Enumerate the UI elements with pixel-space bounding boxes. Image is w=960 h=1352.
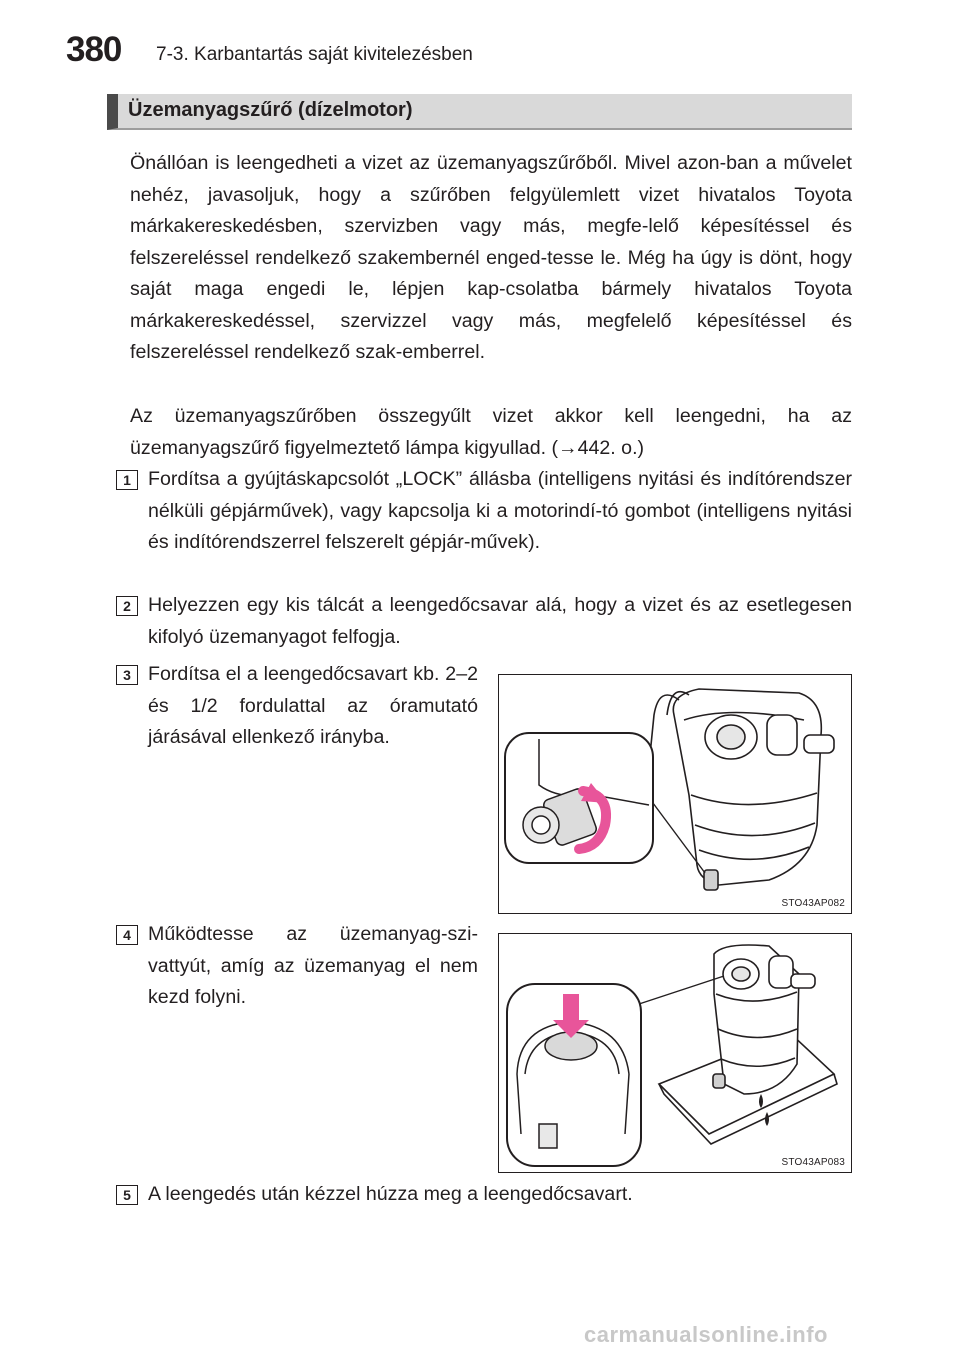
figure-drain-plug	[498, 674, 852, 914]
drain-plug-rotate-illustration-icon	[499, 675, 852, 914]
section-title: Üzemanyagszűrő (dízelmotor)	[128, 99, 413, 121]
step-2-number: 2	[116, 596, 138, 616]
fuel-pump-press-illustration-icon	[499, 934, 852, 1173]
step-5-number: 5	[116, 1185, 138, 1205]
step-5-text: A leengedés után kézzel húzza meg a leengedőcsavart.	[148, 1183, 633, 1205]
step-3-text: Fordítsa el a leengedőcsavart kb. 2–2 és 1/2 fordulattal az óramutató járásával ellenkező irányba.	[148, 663, 478, 748]
page-number: 380	[66, 30, 122, 69]
step-1-text: Fordítsa a gyújtáskapcsolót „LOCK” állásba (intelligens nyitási és indítórendszer nélküli gépjárművek), vagy kapcsolja ki a motorindí-tó gombot (intelligens nyitási és indítórendszerrel felszerelt gépjár-művek).	[148, 468, 852, 553]
watermark: carmanualsonline.info	[584, 1322, 828, 1347]
intro-paragraph-2: Az üzemanyagszűrőben összegyűlt vizet akkor kell leengedni, ha az üzemanyagszűrő figyelmeztető lámpa kigyullad. (→442. o.)	[130, 405, 852, 459]
step-4-number: 4	[116, 925, 138, 945]
step-1-number: 1	[116, 470, 138, 490]
step-3-number: 3	[116, 665, 138, 685]
figure-fuel-pump	[498, 933, 852, 1173]
figure-code: STO43AP082	[781, 898, 845, 909]
chapter-title: 7-3. Karbantartás saját kivitelezésben	[156, 44, 473, 65]
step-2-text: Helyezzen egy kis tálcát a leengedőcsavar alá, hogy a vizet és az esetlegesen kifolyó üzemanyagot felfogja.	[148, 594, 852, 648]
step-4-text: Működtesse az üzemanyag-szi-vattyút, amíg az üzemanyag el nem kezd folyni.	[148, 923, 478, 1008]
figure-code: STO43AP083	[781, 1157, 845, 1168]
intro-paragraph-1: Önállóan is leengedheti a vizet az üzemanyagszűrőből. Mivel azon-ban a művelet nehéz, javasoljuk, hogy a szűrőben felgyülemlett vizet hivatalos Toyota márkakereskedésben, szervizben vagy más, megfe-lelő képesítéssel és felszereléssel rendelkező szakembernél enged-tesse le. Még ha úgy is dönt, hogy saját maga engedi le, lépjen kap-csolatba bármely hivatalos Toyota márkakereskedéssel, szervizzel vagy más, megfelelő képesítéssel és felszereléssel rendelkező szak-emberrel.	[130, 152, 852, 363]
section-header	[107, 94, 852, 130]
